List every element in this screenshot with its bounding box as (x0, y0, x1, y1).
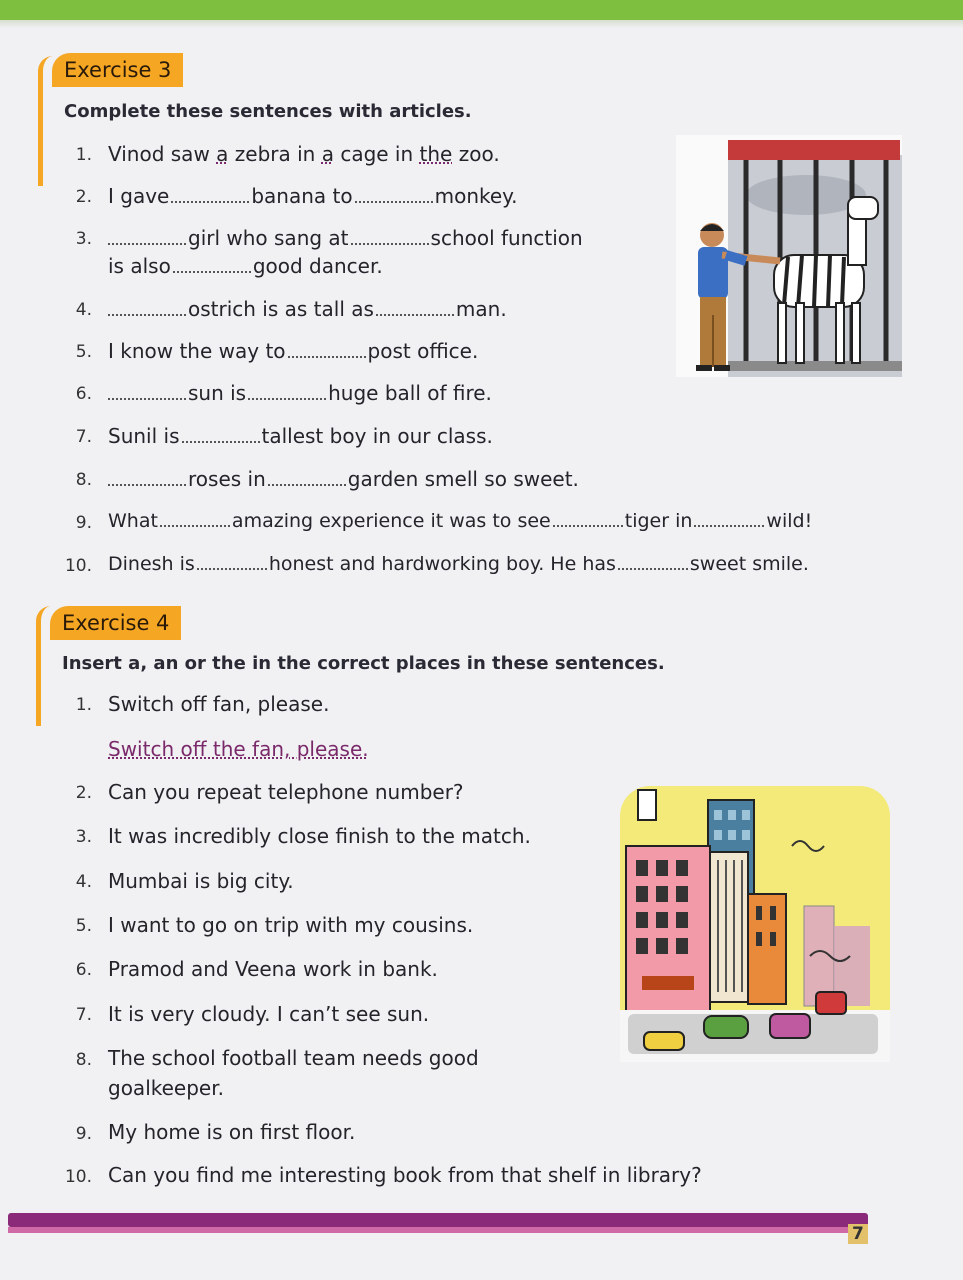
blank (182, 437, 260, 443)
exercise-4-item-7: It is very cloudy. I can’t see sun. (108, 1002, 430, 1026)
item-number: 10. (64, 1167, 92, 1187)
exercise-3-instruction: Complete these sentences with articles. (64, 101, 472, 122)
exercise-4-item-2: Can you repeat telephone number? (108, 780, 464, 804)
blank (694, 521, 764, 527)
exercise-4-item-4: Mumbai is big city. (108, 869, 294, 893)
exercise-4-item-6: Pramod and Veena work in bank. (108, 957, 438, 981)
footer-band (8, 1213, 868, 1227)
blank (197, 564, 267, 570)
item-number: 6. (75, 960, 92, 980)
blank (351, 239, 429, 245)
item-number: 2. (75, 187, 92, 207)
item-number: 3. (75, 229, 92, 249)
exercise-3-item-6: sun is huge ball of fire. (106, 381, 492, 405)
example-answer: Switch off the fan, please. (108, 737, 369, 761)
item-number: 9. (75, 513, 92, 533)
article: the (419, 142, 453, 166)
exercise-swoosh (36, 606, 51, 726)
blank (268, 480, 346, 486)
exercise-3-item-5: I know the way to post office. (108, 339, 479, 363)
item-number: 8. (75, 1050, 92, 1070)
footer-band-accent (8, 1227, 868, 1233)
blank (355, 197, 433, 203)
item-number: 8. (75, 470, 92, 490)
exercise-4-item-10: Can you find me interesting book from that shelf in library? (108, 1163, 702, 1187)
item-number: 9. (75, 1124, 92, 1144)
article: a (321, 142, 334, 166)
blank (160, 521, 230, 527)
city-illustration (620, 786, 890, 1062)
exercise-3-title: Exercise 3 (52, 53, 183, 87)
exercise-4-item-5: I want to go on trip with my cousins. (108, 913, 474, 937)
top-fade (0, 20, 963, 28)
blank (108, 394, 186, 400)
item-number: 6. (75, 384, 92, 404)
blank (248, 394, 326, 400)
exercise-4-item-1: Switch off fan, please. (108, 692, 330, 716)
item-number: 4. (75, 872, 92, 892)
blank (108, 480, 186, 486)
item-number: 5. (75, 342, 92, 362)
exercise-3-item-8: roses in garden smell so sweet. (106, 467, 579, 491)
exercise-3-item-9: What amazing experience it was to see tiger in wild! (108, 510, 813, 532)
blank (108, 310, 186, 316)
exercise-4-title: Exercise 4 (50, 606, 181, 640)
article: a (216, 142, 229, 166)
exercise-3-item-3: girl who sang at school function (106, 226, 583, 250)
blank (288, 352, 366, 358)
exercise-3-item-1: Vinod saw a zebra in a cage in the zoo. (108, 142, 500, 166)
item-number: 2. (75, 783, 92, 803)
exercise-3-item-10: Dinesh is honest and hardworking boy. He has sweet smile. (108, 553, 809, 575)
exercise-4-item-3: It was incredibly close finish to the match. (108, 824, 531, 848)
blank (553, 521, 623, 527)
exercise-4-item-8-cont: goalkeeper. (108, 1076, 224, 1100)
item-number: 7. (75, 427, 92, 447)
exercise-3-item-7: Sunil is tallest boy in our class. (108, 424, 493, 448)
exercise-3-item-3-cont: is also good dancer. (108, 254, 383, 278)
item-number: 10. (64, 556, 92, 576)
blank (173, 267, 251, 273)
item-number: 1. (75, 695, 92, 715)
item-number: 5. (75, 916, 92, 936)
item-number: 7. (75, 1005, 92, 1025)
exercise-3-item-4: ostrich is as tall as man. (106, 297, 507, 321)
blank (171, 197, 249, 203)
blank (376, 310, 454, 316)
exercise-4-instruction: Insert a, an or the in the correct places in these sentences. (62, 653, 665, 674)
zebra-cage-illustration (676, 135, 902, 377)
top-green-bar (0, 0, 963, 20)
item-number: 3. (75, 827, 92, 847)
blank (618, 564, 688, 570)
item-number: 4. (75, 300, 92, 320)
exercise-3-item-2: I gave banana to monkey. (108, 184, 518, 208)
blank (108, 239, 186, 245)
exercise-swoosh (38, 56, 53, 186)
page-number: 7 (848, 1224, 868, 1244)
exercise-4-item-9: My home is on first floor. (108, 1120, 356, 1144)
item-number: 1. (75, 145, 92, 165)
exercise-4-item-8: The school football team needs good (108, 1046, 479, 1070)
